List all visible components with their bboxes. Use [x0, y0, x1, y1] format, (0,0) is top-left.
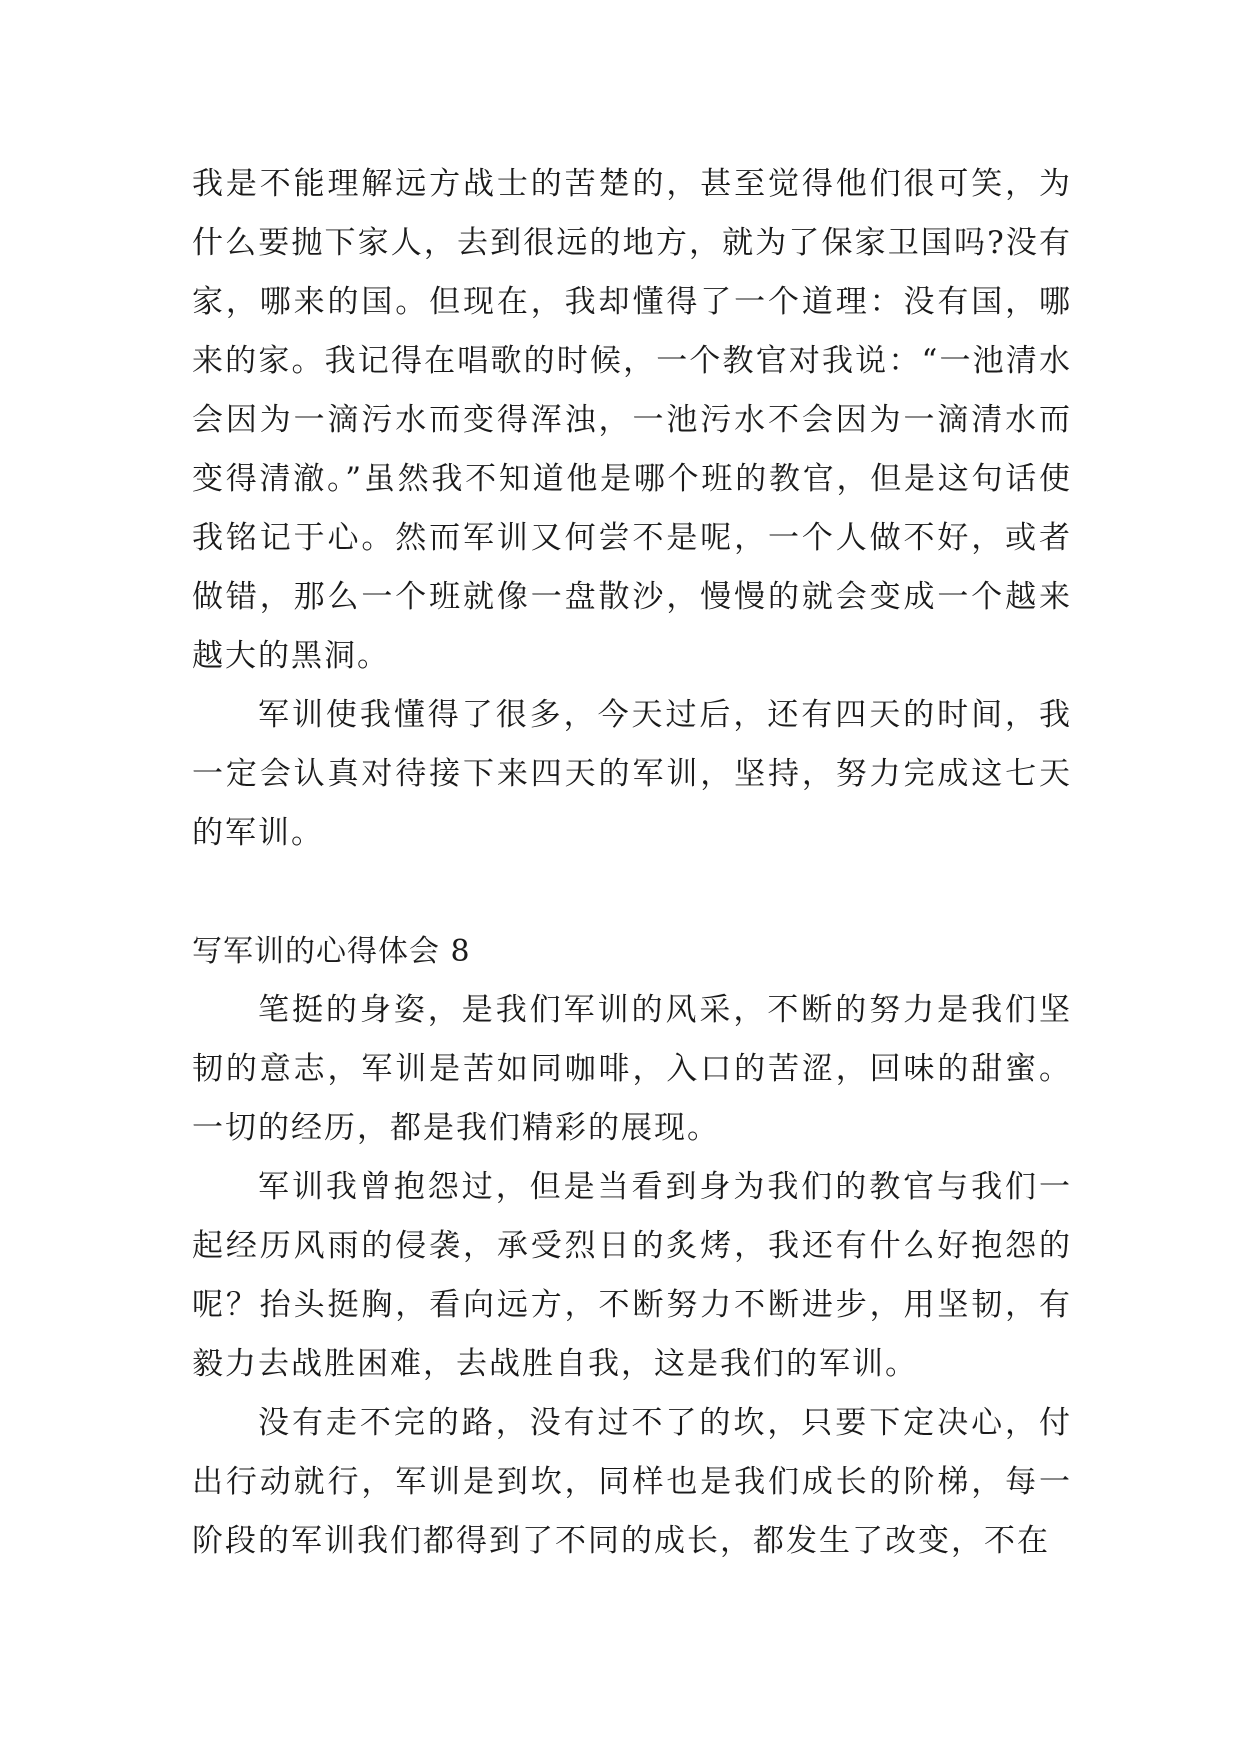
body-paragraph-5: 没有走不完的路，没有过不了的坎，只要下定决心，付出行动就行，军训是到坎，同样也是我们成长的阶梯，每一阶段的军训我们都得到了不同的成长，都发生了改变，不在 — [192, 1405, 1072, 1559]
body-paragraph-1: 我是不能理解远方战士的苦楚的，甚至觉得他们很可笑，为什么要抛下家人，去到很远的地方，就为了保家卫国吗?没有家，哪来的国。但现在，我却懂得了一个道理：没有国，哪来的家。我记得在唱歌的时候，一个教官对我说：“一池清水会因为一滴污水而变得浑浊，一池污水不会因为一滴清水而变得清澈。”虽然我不知道他是哪个班的教官，但是这句话使我铭记于心。然而军训又何尝不是呢，一个人做不好，或者做错，那么一个班就像一盘散沙，慢慢的就会变成一个越来越大的黑洞。 — [192, 166, 1072, 674]
section-title: 写军训的心得体会 8 — [192, 934, 471, 969]
section-spacer — [192, 863, 1072, 922]
body-paragraph-3: 笔挺的身姿，是我们军训的风采，不断的努力是我们坚韧的意志，军训是苦如同咖啡，入口的苦涩，回味的甜蜜。一切的经历，都是我们精彩的展现。 — [192, 992, 1072, 1146]
body-paragraph-2: 军训使我懂得了很多，今天过后，还有四天的时间，我一定会认真对待接下来四天的军训，坚持，努力完成这七天的军训。 — [192, 697, 1072, 851]
document-body — [192, 155, 1072, 1571]
body-paragraph-4: 军训我曾抱怨过，但是当看到身为我们的教官与我们一起经历风雨的侵袭，承受烈日的炙烤，我还有什么好抱怨的呢？抬头挺胸，看向远方，不断努力不断进步，用坚韧，有毅力去战胜困难，去战胜自我，这是我们的军训。 — [192, 1169, 1072, 1382]
